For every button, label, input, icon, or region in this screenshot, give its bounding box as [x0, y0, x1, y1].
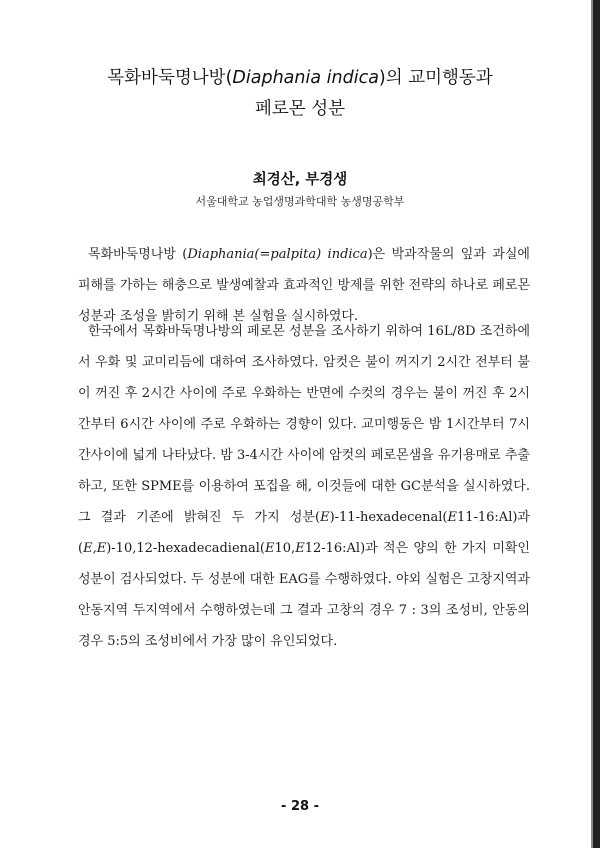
- title-prefix: 목화바둑명나방(: [107, 68, 233, 88]
- p2-text-5: 10,: [274, 541, 296, 556]
- page-number: - 28 -: [281, 799, 319, 814]
- authors: 최경산, 부경생: [252, 172, 348, 188]
- p2-isomer-2: E: [447, 510, 457, 525]
- p2-text-4: )-10,12-hexadecadienal(: [106, 541, 265, 556]
- p2-text-2: )-11-hexadecenal(: [329, 510, 448, 525]
- p1-text-2: )은 박과작물의 잎과 과실에 피해를 가하는 해충으로 발생예찰과 효과적인 방제를 위한 전략의 하나로 페로몬 성분과 조성을 밝히기 위해 본 실험을 실시하였다.: [78, 247, 530, 324]
- p2-text-1: 한국에서 목화바둑명나방의 페로몬 성분을 조사하기 위하여 16L/8D 조건하에서 우화 및 교미리듬에 대하여 조사하였다. 암컷은 불이 꺼지기 2시간 전부터 불이 꺼진 후 2시간 사이에 주로 우화하는 반면에 수컷의 경우는 불이 꺼진 후 2시간부터 6시간 사이에 주로 우화하는 경향이 있다. 교미행동은 밤 1시간부터 7시간사이에 넓게 나타났다. 밤 3-4시간 사이에 암컷의 페로몬샘을 유기용매로 추출하고, 또한 SPME를 이용하여 포집을 해, 이것들에 대한 GC분석을 실시하였다. 그 결과 기존에 밝혀진 두 가지 성분(: [78, 324, 530, 525]
- p1-scientific-name: Diaphania(=palpita) indica: [187, 247, 368, 262]
- abstract-paragraph-2: [78, 316, 530, 657]
- paper-title-line-2: 페로몬 성분: [254, 99, 346, 119]
- title-suffix: )의 교미행동과: [378, 68, 493, 88]
- scan-edge: [593, 0, 600, 848]
- p2-isomer-1: E: [320, 510, 330, 525]
- paper-title-line-1: [40, 64, 560, 89]
- p2-text-6: 12-16:Al)과 적은 양의 한 가지 미확인 성분이 검사되었다. 두 성분에 대한 EAG를 수행하였다. 야외 실험은 고창지역과 안동지역 두지역에서 수행하였는데 그 결과 고창의 경우 7 : 3의 조성비, 안동의 경우 5:5의 조성비에서 가장 많이 유인되었다.: [78, 541, 530, 649]
- title-species-name: Diaphania indica: [232, 68, 379, 88]
- p2-isomer-3: E,E: [83, 541, 107, 556]
- p2-isomer-5: E: [295, 541, 305, 556]
- p1-text-1: 목화바둑명나방 (: [88, 247, 188, 262]
- p2-text-3: 11-16:Al)과 (: [78, 510, 530, 556]
- affiliation: 서울대학교 농업생명과학대학 농생명공학부: [195, 195, 405, 208]
- p2-isomer-4: E: [265, 541, 275, 556]
